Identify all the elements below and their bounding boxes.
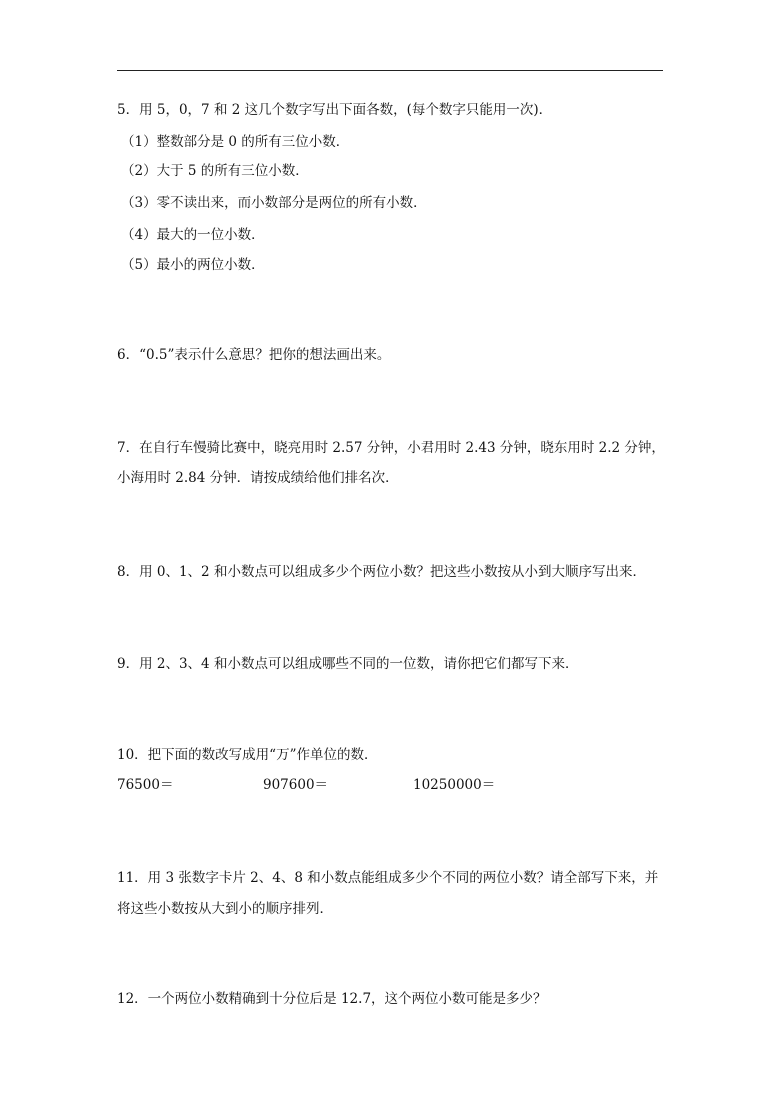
question-5-sub-1: （1）整数部分是 0 的所有三位小数． xyxy=(121,134,350,150)
header-rule xyxy=(117,70,663,71)
question-8-stem: 8．用 0、1、2 和小数点可以组成多少个两位小数？把这些小数按从小到大顺序写出来． xyxy=(117,564,646,580)
question-11-line-1: 11．用 3 张数字卡片 2、4、8 和小数点能组成多少个不同的两位小数？请全部写下来，并 xyxy=(117,870,659,886)
question-7-line-2: 小海用时 2.84 分钟．请按成绩给他们排名次． xyxy=(117,470,399,486)
question-11-line-2: 将这些小数按从大到小的顺序排列． xyxy=(117,901,333,917)
question-10-stem: 10．把下面的数改写成用“万”作单位的数． xyxy=(117,747,378,763)
question-5-sub-5: （5）最小的两位小数． xyxy=(121,257,265,273)
question-10-item-1: 76500＝ xyxy=(117,777,174,793)
question-12-stem: 12．一个两位小数精确到十分位后是 12.7，这个两位小数可能是多少？ xyxy=(117,991,547,1007)
question-10-item-3: 10250000＝ xyxy=(413,777,496,793)
question-6-stem: 6．“0.5”表示什么意思？把你的想法画出来。 xyxy=(117,347,391,363)
question-5-sub-4: （4）最大的一位小数． xyxy=(121,227,265,243)
question-10-item-2: 907600＝ xyxy=(263,777,329,793)
question-7-line-1: 7．在自行车慢骑比赛中，晓亮用时 2.57 分钟，小君用时 2.43 分钟，晓东用时 2.2 分钟， xyxy=(117,440,665,456)
question-5-sub-2: （2）大于 5 的所有三位小数． xyxy=(121,163,309,179)
question-5-stem: 5．用 5，0，7 和 2 这几个数字写出下面各数，(每个数字只能用一次)． xyxy=(117,102,553,118)
question-5-sub-3: （3）零不读出来，而小数部分是两位的所有小数． xyxy=(121,195,427,211)
question-9-stem: 9．用 2、3、4 和小数点可以组成哪些不同的一位数，请你把它们都写下来． xyxy=(117,656,579,672)
